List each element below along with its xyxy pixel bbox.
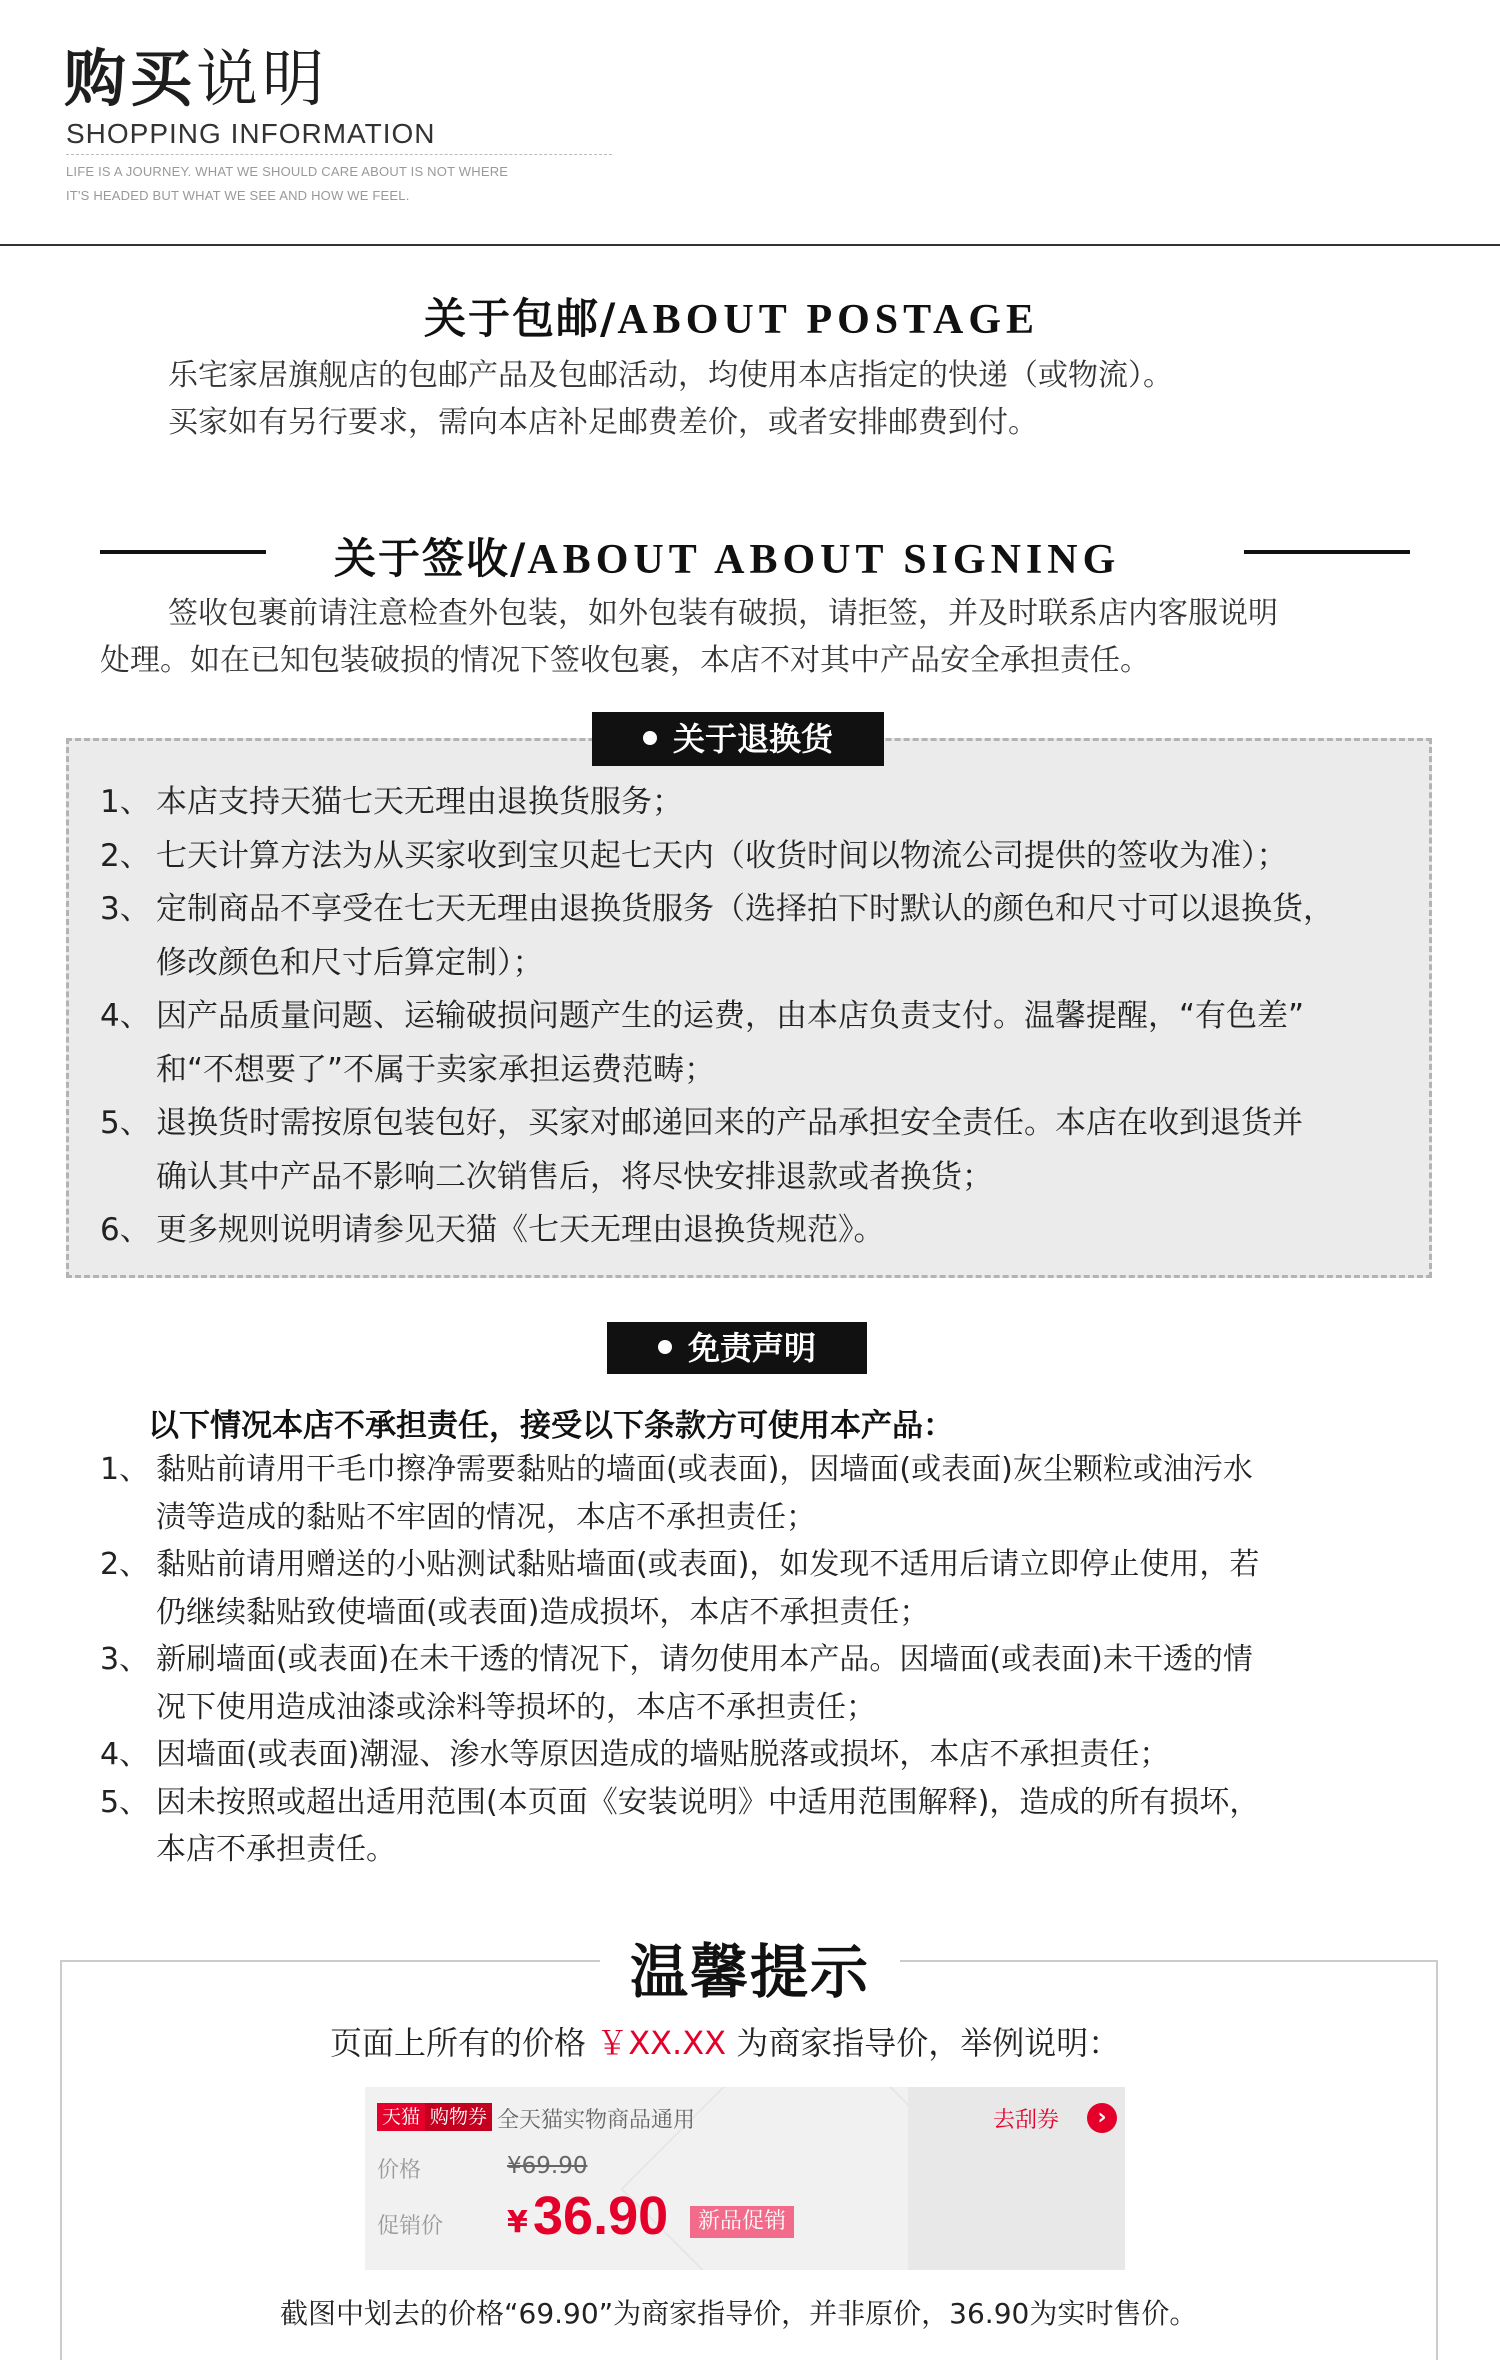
list-item <box>100 830 1420 884</box>
list-item-number: 3、 <box>100 1642 150 1677</box>
list-item-line: 渍等造成的黏贴不牢固的情况，本店不承担责任； <box>156 1499 816 1535</box>
postage-heading-cn: 关于包邮/ <box>424 294 618 343</box>
list-item-text <box>156 1779 1340 1874</box>
list-item-number: 5、 <box>100 1105 151 1141</box>
returns-tag-label: 关于退换货 <box>672 720 833 758</box>
tmall-badge: 天猫 <box>377 2103 425 2131</box>
header-divider <box>0 244 1500 246</box>
list-item <box>100 1731 1340 1779</box>
list-item-line: 因未按照或超出适用范围(本页面《安装说明》中适用范围解释)，造成的所有损坏， <box>156 1784 1260 1820</box>
list-item <box>100 1446 1340 1541</box>
list-item <box>100 1636 1340 1731</box>
list-item-line: 更多规则说明请参见天猫《七天无理由退换货规范》。 <box>156 1212 885 1248</box>
disclaimer-intro: 以下情况本店不承担责任，接受以下条款方可使用本产品： <box>148 1408 954 1444</box>
promo-price-label: 促销价 <box>377 2214 444 2239</box>
list-item-number: 3、 <box>100 891 151 927</box>
list-item-number: 1、 <box>100 1452 150 1487</box>
promo-tag: 新品促销 <box>690 2206 794 2238</box>
bullet-dot-icon <box>643 731 657 745</box>
list-item <box>100 776 1420 830</box>
list-item-line: 确认其中产品不影响二次销售后，将尽快安排退款或者换货； <box>156 1158 993 1195</box>
signing-rule-right <box>1244 550 1410 554</box>
list-item-line: 修改颜色和尺寸后算定制）； <box>156 944 544 981</box>
list-item-number: 4、 <box>100 1737 150 1772</box>
list-item-number: 6、 <box>100 1212 151 1248</box>
scratch-coupon-link[interactable]: 去刮券 <box>993 2108 1060 2133</box>
signing-heading-cn: 关于签收/ <box>334 534 528 583</box>
coupon-scope: 全天猫实物商品通用 <box>497 2108 696 2133</box>
signing-line-1: 签收包裹前请注意检查外包装，如外包装有破损，请拒签，并及时联系店内客服说明 <box>168 596 1278 631</box>
example-coupon <box>365 2087 1125 2270</box>
list-item-text <box>156 1446 1340 1541</box>
list-item-number: 2、 <box>100 1547 150 1582</box>
list-item-line: 新刷墙面(或表面)在未干透的情况下，请勿使用本产品。因墙面(或表面)未干透的情 <box>156 1642 1253 1677</box>
list-item-line: 退换货时需按原包装包好，买家对邮递回来的产品承担安全责任。本店在收到退货并 <box>156 1105 1303 1141</box>
tip-line <box>330 2018 1120 2064</box>
disclaimer-tag <box>607 1322 867 1374</box>
list-item-number: 4、 <box>100 998 151 1034</box>
list-item-line: 本店不承担责任。 <box>156 1832 396 1867</box>
list-item <box>100 1204 1420 1258</box>
list-item-text <box>156 990 1420 1097</box>
list-item-text <box>156 1731 1340 1779</box>
disclaimer-list <box>100 1446 1340 1874</box>
list-item <box>100 990 1420 1097</box>
currency-symbol: ¥ <box>507 2205 528 2240</box>
list-item-line: 七天计算方法为从买家收到宝贝起七天内（收货时间以物流公司提供的签收为准）； <box>156 837 1288 874</box>
list-item-text <box>156 1541 1340 1636</box>
signing-rule-left <box>100 550 266 554</box>
coupon-badge: 购物券 <box>425 2103 492 2131</box>
postage-line-2: 买家如有另行要求，需向本店补足邮费差价，或者安排邮费到付。 <box>168 405 1038 440</box>
price-label: 价格 <box>377 2158 422 2183</box>
list-item-number: 5、 <box>100 1784 150 1820</box>
header-dashed-divider <box>66 154 612 155</box>
list-item-line: 和“不想要了”不属于卖家承担运费范畴； <box>156 1051 716 1088</box>
list-item <box>100 1097 1420 1204</box>
tip-line-price: ￥XX.XX <box>596 2024 727 2062</box>
postage-line-1: 乐宅家居旗舰店的包邮产品及包邮活动，均使用本店指定的快递（或物流）。 <box>168 358 1173 393</box>
list-item-line: 因产品质量问题、运输破损问题产生的运费，由本店负责支付。温馨提醒，“有色差” <box>156 998 1305 1034</box>
promo-price: 36.90 <box>533 2186 669 2246</box>
signing-line-2: 处理。如在已知包装破损的情况下签收包裹，本店不对其中产品安全承担责任。 <box>100 643 1150 678</box>
tip-footnote: 截图中划去的价格“69.90”为商家指导价，并非原价，36.90为实时售价。 <box>280 2297 1198 2330</box>
tip-line-post: 为商家指导价，举例说明： <box>726 2024 1121 2062</box>
list-item-line: 黏贴前请用干毛巾擦净需要黏贴的墙面(或表面)，因墙面(或表面)灰尘颗粒或油污水 <box>156 1452 1253 1487</box>
signing-heading <box>334 526 1120 586</box>
postage-heading-en: ABOUT POSTAGE <box>617 297 1040 343</box>
list-item-line: 因墙面(或表面)潮湿、渗水等原因造成的墙贴脱落或损坏，本店不承担责任； <box>156 1737 1170 1772</box>
list-item <box>100 883 1420 990</box>
title-light: 说明 <box>196 42 329 115</box>
postage-heading <box>424 286 1039 346</box>
list-item-text <box>156 830 1420 884</box>
list-item-text <box>156 1636 1340 1731</box>
list-item-text <box>156 883 1420 990</box>
disclaimer-tag-label: 免责声明 <box>687 1329 816 1367</box>
bullet-dot-icon <box>658 1340 672 1354</box>
list-item-number: 2、 <box>100 837 151 874</box>
list-item-line: 黏贴前请用赠送的小贴测试黏贴墙面(或表面)，如发现不适用后请立即停止使用，若 <box>156 1547 1260 1582</box>
list-item-line: 定制商品不享受在七天无理由退换货服务（选择拍下时默认的颜色和尺寸可以退换货， <box>156 891 1334 927</box>
list-item-line: 仍继续黏贴致使墙面(或表面)造成损坏，本店不承担责任； <box>156 1594 930 1630</box>
list-item <box>100 1779 1340 1874</box>
title-bold: 购买 <box>64 42 197 115</box>
tip-title: 温馨提示 <box>600 1925 900 2009</box>
tip-line-pre: 页面上所有的价格 <box>330 2024 597 2062</box>
list-item-text <box>156 776 1420 830</box>
list-item <box>100 1541 1340 1636</box>
list-item-line: 况下使用造成油漆或涂料等损坏的，本店不承担责任； <box>156 1689 876 1725</box>
header-tagline-1: LIFE IS A JOURNEY. WHAT WE SHOULD CARE ABOUT IS NOT WHERE <box>66 164 509 179</box>
list-item-text <box>156 1204 1420 1258</box>
header-tagline-2: IT'S HEADED BUT WHAT WE SEE AND HOW WE FEEL. <box>66 188 410 203</box>
returns-tag <box>592 712 884 766</box>
chevron-right-icon[interactable]: › <box>1087 2103 1117 2133</box>
page-subtitle: SHOPPING INFORMATION <box>66 118 436 149</box>
returns-list <box>100 776 1420 1258</box>
page-title <box>64 42 329 115</box>
list-item-line: 本店支持天猫七天无理由退换货服务； <box>156 784 683 820</box>
old-price: ¥69.90 <box>507 2153 588 2179</box>
list-item-text <box>156 1097 1420 1204</box>
list-item-number: 1、 <box>100 784 151 820</box>
signing-heading-en: ABOUT ABOUT SIGNING <box>527 537 1121 583</box>
